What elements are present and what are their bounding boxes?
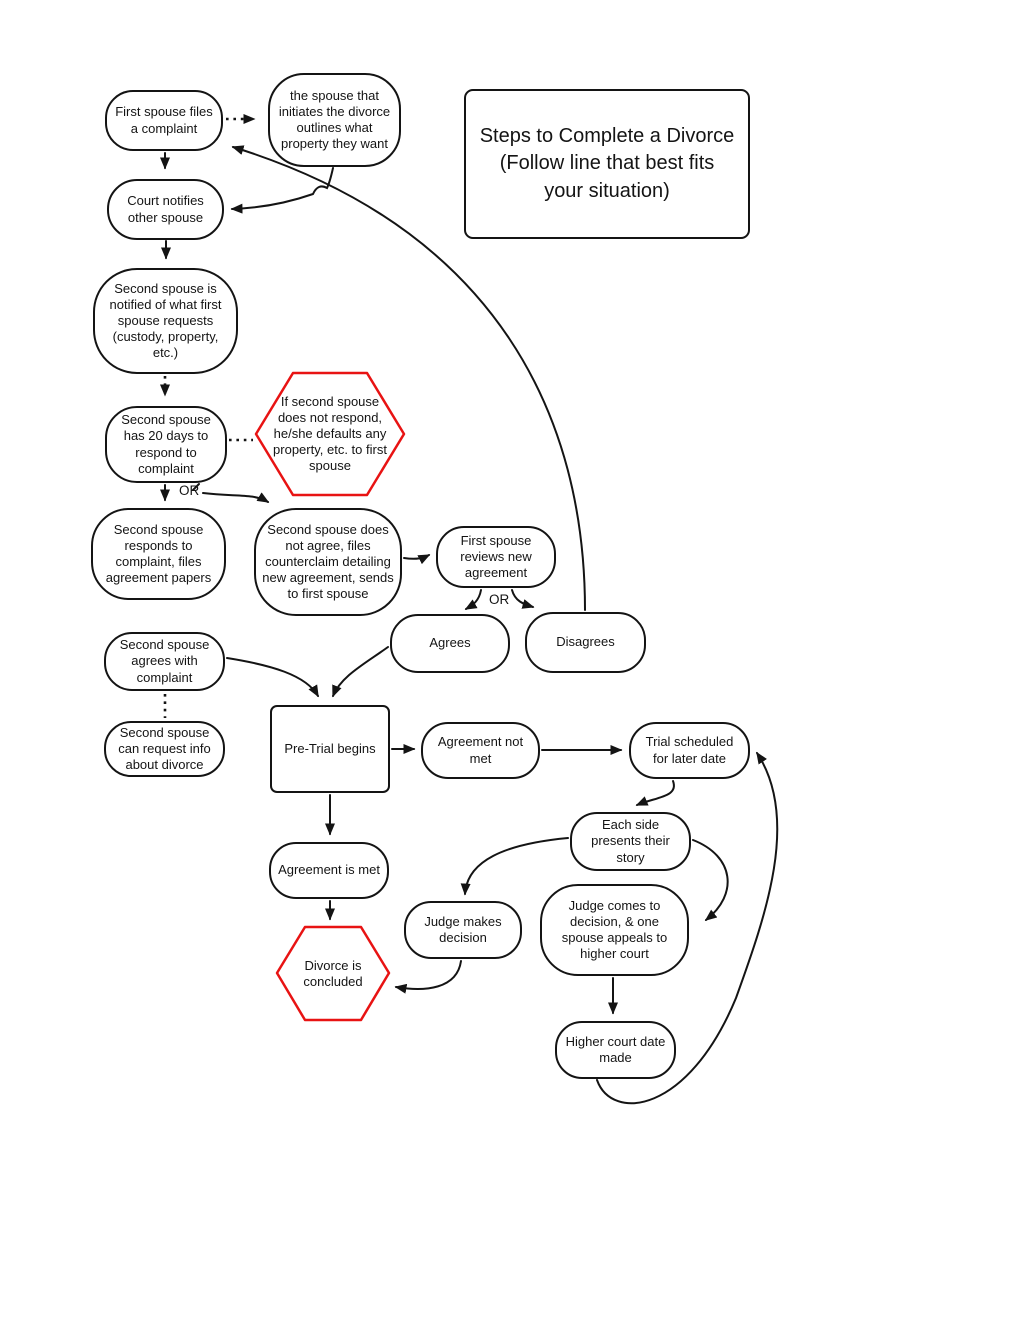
node-second-spouse-responds: Second spouse responds to complaint, files agreement papers xyxy=(91,508,226,600)
edge-agrees-to-pretrial xyxy=(333,647,388,696)
node-defaults-to-first-spouse: If second spouse does not respond, he/she defaults any property, etc. to first spouse xyxy=(273,393,387,474)
node-second-spouse-agrees: Second spouse agrees with complaint xyxy=(104,632,225,691)
edge-judge-makes-to-concluded xyxy=(396,961,461,989)
node-agreement-not-met: Agreement not met xyxy=(421,722,540,779)
edge-20days-to-not-agree xyxy=(203,493,268,502)
node-second-spouse-counterclaim: Second spouse does not agree, files counterclaim detailing new agreement, sends to first spouse xyxy=(254,508,402,616)
node-judge-decision-spouse-appeals: Judge comes to decision, & one spouse appeals to higher court xyxy=(540,884,689,976)
node-agreement-is-met: Agreement is met xyxy=(269,842,389,899)
node-spouse-initiates-outlines-property: the spouse that initiates the divorce outlines what property they want xyxy=(268,73,401,167)
edge-trial-to-each-side xyxy=(637,781,674,805)
node-agrees: Agrees xyxy=(390,614,510,673)
edge-initiates-to-court xyxy=(232,168,333,209)
edge-s-agrees-to-pretrial xyxy=(227,658,318,696)
edge-reviews-to-disagrees xyxy=(512,590,533,607)
node-first-spouse-reviews-agreement: First spouse reviews new agreement xyxy=(436,526,556,588)
node-court-notifies-other-spouse: Court notifies other spouse xyxy=(107,179,224,240)
diagram-title: Steps to Complete a Divorce (Follow line that best fits your situation) xyxy=(464,89,750,239)
node-each-side-presents-story: Each side presents their story xyxy=(570,812,691,871)
node-second-spouse-20-days: Second spouse has 20 days to respond to complaint xyxy=(105,406,227,483)
or-label-top: OR xyxy=(179,483,200,498)
edge-not-agree-to-reviews xyxy=(404,555,429,559)
node-pretrial-begins: Pre-Trial begins xyxy=(270,705,390,793)
node-trial-scheduled: Trial scheduled for later date xyxy=(629,722,750,779)
node-judge-makes-decision: Judge makes decision xyxy=(404,901,522,959)
edge-reviews-to-agrees xyxy=(466,590,481,609)
or-label-bottom: OR xyxy=(489,592,510,607)
node-first-spouse-files-complaint: First spouse files a complaint xyxy=(105,90,223,151)
node-divorce-is-concluded: Divorce is concluded xyxy=(303,957,363,989)
node-higher-court-date-made: Higher court date made xyxy=(555,1021,676,1079)
edge-each-side-to-judge-makes xyxy=(465,838,568,894)
node-second-spouse-notified: Second spouse is notified of what first spouse requests (custody, property, etc.) xyxy=(93,268,238,374)
edge-each-side-to-judge-comes xyxy=(693,840,728,920)
node-second-spouse-request-info: Second spouse can request info about divorce xyxy=(104,721,225,777)
node-disagrees: Disagrees xyxy=(525,612,646,673)
